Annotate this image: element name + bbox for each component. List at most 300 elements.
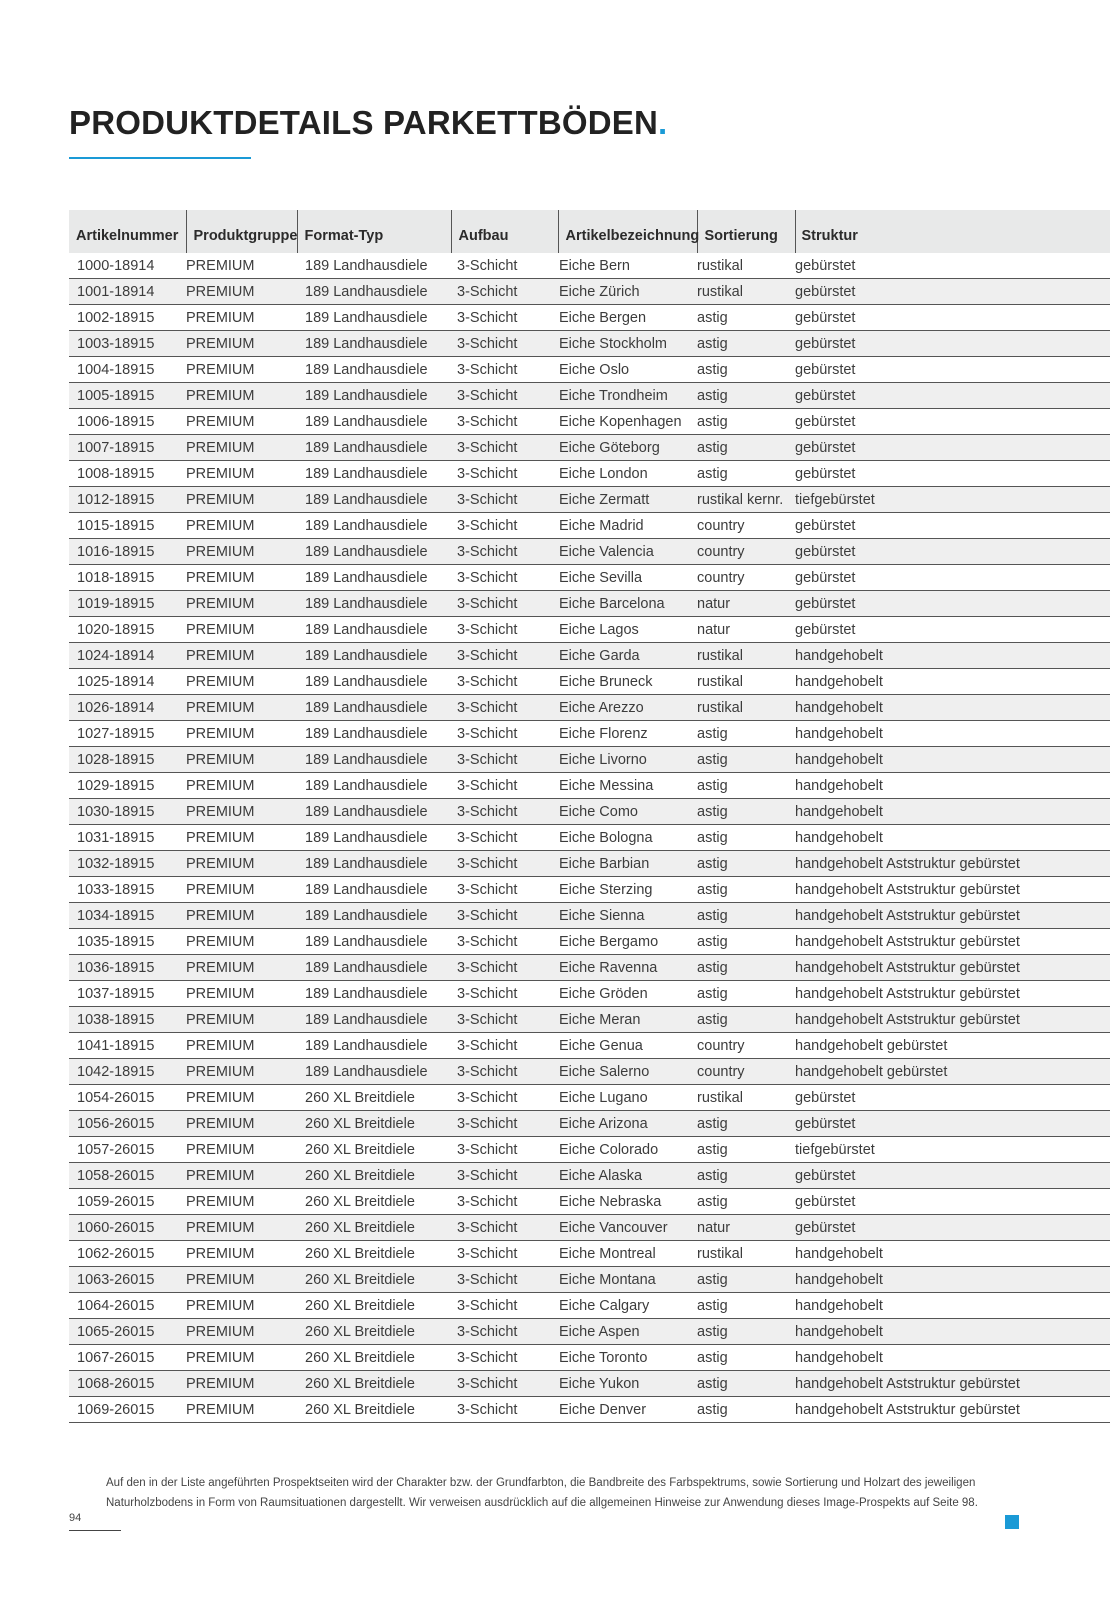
- cell-produktgruppe: PREMIUM: [186, 955, 297, 981]
- cell-sortierung: astig: [697, 981, 795, 1007]
- cell-artikelbezeichnung: Eiche Gröden: [558, 981, 697, 1007]
- table-row: [69, 539, 1110, 565]
- table-row: [69, 1163, 1110, 1189]
- cell-artikelnummer: 1068-26015: [69, 1371, 186, 1397]
- cell-produktgruppe: PREMIUM: [186, 747, 297, 773]
- product-table: [69, 210, 1110, 1423]
- cell-struktur: gebürstet: [795, 565, 1110, 591]
- cell-sortierung: natur: [697, 1215, 795, 1241]
- cell-sortierung: natur: [697, 591, 795, 617]
- cell-sortierung: country: [697, 539, 795, 565]
- table-row: [69, 565, 1110, 591]
- cell-format-typ: 189 Landhausdiele: [297, 643, 451, 669]
- cell-artikelbezeichnung: Eiche Arizona: [558, 1111, 697, 1137]
- cell-sortierung: astig: [697, 929, 795, 955]
- cell-struktur: gebürstet: [795, 435, 1110, 461]
- table-row: [69, 1293, 1110, 1319]
- cell-artikelbezeichnung: Eiche Genua: [558, 1033, 697, 1059]
- cell-struktur: gebürstet: [795, 383, 1110, 409]
- table-body: [69, 253, 1110, 1423]
- cell-artikelbezeichnung: Eiche Zürich: [558, 279, 697, 305]
- cell-sortierung: country: [697, 513, 795, 539]
- table-row: [69, 851, 1110, 877]
- cell-artikelnummer: 1006-18915: [69, 409, 186, 435]
- cell-artikelnummer: 1015-18915: [69, 513, 186, 539]
- cell-produktgruppe: PREMIUM: [186, 1371, 297, 1397]
- cell-artikelbezeichnung: Eiche Barcelona: [558, 591, 697, 617]
- cell-struktur: gebürstet: [795, 1189, 1110, 1215]
- cell-aufbau: 3-Schicht: [451, 773, 558, 799]
- cell-produktgruppe: PREMIUM: [186, 539, 297, 565]
- cell-artikelbezeichnung: Eiche Bologna: [558, 825, 697, 851]
- cell-artikelnummer: 1018-18915: [69, 565, 186, 591]
- cell-format-typ: 189 Landhausdiele: [297, 1033, 451, 1059]
- cell-aufbau: 3-Schicht: [451, 461, 558, 487]
- cell-struktur: handgehobelt: [795, 695, 1110, 721]
- cell-sortierung: astig: [697, 1137, 795, 1163]
- cell-struktur: handgehobelt Aststruktur gebürstet: [795, 1371, 1110, 1397]
- cell-sortierung: astig: [697, 305, 795, 331]
- cell-artikelbezeichnung: Eiche Sevilla: [558, 565, 697, 591]
- table-row: [69, 799, 1110, 825]
- cell-artikelnummer: 1069-26015: [69, 1397, 186, 1423]
- cell-sortierung: astig: [697, 955, 795, 981]
- cell-struktur: handgehobelt gebürstet: [795, 1033, 1110, 1059]
- cell-format-typ: 189 Landhausdiele: [297, 435, 451, 461]
- cell-artikelbezeichnung: Eiche Messina: [558, 773, 697, 799]
- cell-format-typ: 189 Landhausdiele: [297, 669, 451, 695]
- cell-format-typ: 189 Landhausdiele: [297, 253, 451, 279]
- cell-produktgruppe: PREMIUM: [186, 1189, 297, 1215]
- cell-format-typ: 189 Landhausdiele: [297, 877, 451, 903]
- cell-struktur: gebürstet: [795, 1111, 1110, 1137]
- cell-format-typ: 260 XL Breitdiele: [297, 1189, 451, 1215]
- cell-aufbau: 3-Schicht: [451, 799, 558, 825]
- cell-sortierung: rustikal kernr.: [697, 487, 795, 513]
- cell-format-typ: 189 Landhausdiele: [297, 1007, 451, 1033]
- table-row: [69, 1319, 1110, 1345]
- cell-produktgruppe: PREMIUM: [186, 357, 297, 383]
- cell-artikelnummer: 1020-18915: [69, 617, 186, 643]
- cell-artikelnummer: 1001-18914: [69, 279, 186, 305]
- cell-artikelnummer: 1062-26015: [69, 1241, 186, 1267]
- table-row: [69, 1215, 1110, 1241]
- cell-format-typ: 189 Landhausdiele: [297, 487, 451, 513]
- cell-struktur: handgehobelt: [795, 825, 1110, 851]
- cell-artikelnummer: 1029-18915: [69, 773, 186, 799]
- cell-produktgruppe: PREMIUM: [186, 617, 297, 643]
- cell-sortierung: astig: [697, 1371, 795, 1397]
- cell-struktur: handgehobelt: [795, 1267, 1110, 1293]
- cell-aufbau: 3-Schicht: [451, 409, 558, 435]
- cell-aufbau: 3-Schicht: [451, 695, 558, 721]
- cell-sortierung: rustikal: [697, 643, 795, 669]
- cell-sortierung: astig: [697, 1111, 795, 1137]
- cell-struktur: handgehobelt Aststruktur gebürstet: [795, 1397, 1110, 1423]
- cell-produktgruppe: PREMIUM: [186, 877, 297, 903]
- cell-produktgruppe: PREMIUM: [186, 1293, 297, 1319]
- cell-format-typ: 189 Landhausdiele: [297, 461, 451, 487]
- cell-artikelnummer: 1019-18915: [69, 591, 186, 617]
- cell-produktgruppe: PREMIUM: [186, 331, 297, 357]
- cell-sortierung: rustikal: [697, 669, 795, 695]
- cell-aufbau: 3-Schicht: [451, 955, 558, 981]
- cell-aufbau: 3-Schicht: [451, 1033, 558, 1059]
- cell-sortierung: astig: [697, 331, 795, 357]
- cell-sortierung: rustikal: [697, 1085, 795, 1111]
- column-header-sortierung: Sortierung: [697, 210, 795, 253]
- cell-artikelbezeichnung: Eiche London: [558, 461, 697, 487]
- cell-produktgruppe: PREMIUM: [186, 1241, 297, 1267]
- table-row: [69, 955, 1110, 981]
- cell-struktur: tiefgebürstet: [795, 487, 1110, 513]
- table-row: [69, 253, 1110, 279]
- cell-format-typ: 189 Landhausdiele: [297, 357, 451, 383]
- cell-struktur: gebürstet: [795, 409, 1110, 435]
- cell-aufbau: 3-Schicht: [451, 747, 558, 773]
- column-header-artikelbezeichnung: Artikelbezeichnung: [558, 210, 697, 253]
- cell-struktur: handgehobelt: [795, 1293, 1110, 1319]
- cell-struktur: gebürstet: [795, 461, 1110, 487]
- cell-aufbau: 3-Schicht: [451, 981, 558, 1007]
- cell-sortierung: astig: [697, 799, 795, 825]
- cell-artikelbezeichnung: Eiche Montreal: [558, 1241, 697, 1267]
- cell-artikelnummer: 1007-18915: [69, 435, 186, 461]
- table-row: [69, 617, 1110, 643]
- cell-format-typ: 260 XL Breitdiele: [297, 1371, 451, 1397]
- cell-produktgruppe: PREMIUM: [186, 903, 297, 929]
- cell-aufbau: 3-Schicht: [451, 1111, 558, 1137]
- cell-artikelnummer: 1024-18914: [69, 643, 186, 669]
- cell-produktgruppe: PREMIUM: [186, 383, 297, 409]
- cell-format-typ: 189 Landhausdiele: [297, 565, 451, 591]
- cell-format-typ: 189 Landhausdiele: [297, 331, 451, 357]
- cell-artikelbezeichnung: Eiche Ravenna: [558, 955, 697, 981]
- cell-produktgruppe: PREMIUM: [186, 695, 297, 721]
- cell-artikelbezeichnung: Eiche Florenz: [558, 721, 697, 747]
- cell-artikelbezeichnung: Eiche Denver: [558, 1397, 697, 1423]
- cell-produktgruppe: PREMIUM: [186, 851, 297, 877]
- cell-artikelnummer: 1054-26015: [69, 1085, 186, 1111]
- cell-artikelbezeichnung: Eiche Livorno: [558, 747, 697, 773]
- cell-produktgruppe: PREMIUM: [186, 773, 297, 799]
- table-row: [69, 1345, 1110, 1371]
- cell-sortierung: astig: [697, 357, 795, 383]
- cell-sortierung: rustikal: [697, 1241, 795, 1267]
- column-header-format-typ: Format-Typ: [297, 210, 451, 253]
- cell-format-typ: 189 Landhausdiele: [297, 955, 451, 981]
- cell-format-typ: 189 Landhausdiele: [297, 539, 451, 565]
- cell-struktur: handgehobelt Aststruktur gebürstet: [795, 981, 1110, 1007]
- cell-artikelnummer: 1036-18915: [69, 955, 186, 981]
- cell-artikelnummer: 1016-18915: [69, 539, 186, 565]
- cell-struktur: tiefgebürstet: [795, 1137, 1110, 1163]
- cell-struktur: handgehobelt Aststruktur gebürstet: [795, 877, 1110, 903]
- cell-artikelnummer: 1027-18915: [69, 721, 186, 747]
- table-row: [69, 435, 1110, 461]
- cell-aufbau: 3-Schicht: [451, 851, 558, 877]
- cell-sortierung: astig: [697, 877, 795, 903]
- cell-sortierung: country: [697, 1033, 795, 1059]
- cell-aufbau: 3-Schicht: [451, 1007, 558, 1033]
- cell-sortierung: astig: [697, 461, 795, 487]
- cell-struktur: handgehobelt Aststruktur gebürstet: [795, 903, 1110, 929]
- cell-artikelbezeichnung: Eiche Lagos: [558, 617, 697, 643]
- cell-artikelbezeichnung: Eiche Como: [558, 799, 697, 825]
- cell-aufbau: 3-Schicht: [451, 721, 558, 747]
- table-row: [69, 1059, 1110, 1085]
- table-row: [69, 279, 1110, 305]
- cell-artikelnummer: 1057-26015: [69, 1137, 186, 1163]
- table-row: [69, 1189, 1110, 1215]
- table-row: [69, 825, 1110, 851]
- cell-struktur: handgehobelt: [795, 1241, 1110, 1267]
- table-row: [69, 1267, 1110, 1293]
- cell-artikelnummer: 1012-18915: [69, 487, 186, 513]
- cell-produktgruppe: PREMIUM: [186, 721, 297, 747]
- cell-produktgruppe: PREMIUM: [186, 1267, 297, 1293]
- cell-artikelnummer: 1003-18915: [69, 331, 186, 357]
- cell-artikelnummer: 1059-26015: [69, 1189, 186, 1215]
- cell-produktgruppe: PREMIUM: [186, 513, 297, 539]
- cell-artikelnummer: 1004-18915: [69, 357, 186, 383]
- cell-artikelnummer: 1025-18914: [69, 669, 186, 695]
- cell-produktgruppe: PREMIUM: [186, 1059, 297, 1085]
- cell-artikelnummer: 1064-26015: [69, 1293, 186, 1319]
- cell-struktur: handgehobelt Aststruktur gebürstet: [795, 1007, 1110, 1033]
- table-row: [69, 487, 1110, 513]
- table-row: [69, 1085, 1110, 1111]
- cell-sortierung: astig: [697, 721, 795, 747]
- page-title-text: PRODUKTDETAILS PARKETTBÖDEN: [69, 104, 659, 141]
- cell-sortierung: astig: [697, 1345, 795, 1371]
- cell-sortierung: astig: [697, 1319, 795, 1345]
- cell-aufbau: 3-Schicht: [451, 1059, 558, 1085]
- cell-aufbau: 3-Schicht: [451, 825, 558, 851]
- cell-struktur: handgehobelt Aststruktur gebürstet: [795, 955, 1110, 981]
- table-row: [69, 721, 1110, 747]
- cell-aufbau: 3-Schicht: [451, 591, 558, 617]
- cell-artikelbezeichnung: Eiche Colorado: [558, 1137, 697, 1163]
- footnote: [106, 1473, 1026, 1513]
- cell-artikelbezeichnung: Eiche Sienna: [558, 903, 697, 929]
- cell-format-typ: 260 XL Breitdiele: [297, 1397, 451, 1423]
- cell-produktgruppe: PREMIUM: [186, 279, 297, 305]
- cell-produktgruppe: PREMIUM: [186, 305, 297, 331]
- cell-sortierung: country: [697, 1059, 795, 1085]
- cell-format-typ: 189 Landhausdiele: [297, 383, 451, 409]
- cell-produktgruppe: PREMIUM: [186, 1319, 297, 1345]
- cell-produktgruppe: PREMIUM: [186, 461, 297, 487]
- page-number-rule: [69, 1530, 121, 1531]
- cell-aufbau: 3-Schicht: [451, 877, 558, 903]
- cell-struktur: gebürstet: [795, 357, 1110, 383]
- column-header-struktur: Struktur: [795, 210, 1110, 253]
- cell-produktgruppe: PREMIUM: [186, 669, 297, 695]
- cell-aufbau: 3-Schicht: [451, 1345, 558, 1371]
- cell-produktgruppe: PREMIUM: [186, 929, 297, 955]
- cell-format-typ: 189 Landhausdiele: [297, 513, 451, 539]
- cell-sortierung: astig: [697, 903, 795, 929]
- cell-artikelnummer: 1033-18915: [69, 877, 186, 903]
- cell-sortierung: astig: [697, 825, 795, 851]
- cell-format-typ: 189 Landhausdiele: [297, 903, 451, 929]
- cell-aufbau: 3-Schicht: [451, 617, 558, 643]
- cell-artikelbezeichnung: Eiche Salerno: [558, 1059, 697, 1085]
- cell-struktur: handgehobelt: [795, 669, 1110, 695]
- cell-aufbau: 3-Schicht: [451, 565, 558, 591]
- cell-aufbau: 3-Schicht: [451, 1137, 558, 1163]
- cell-struktur: handgehobelt: [795, 1319, 1110, 1345]
- cell-sortierung: astig: [697, 383, 795, 409]
- cell-aufbau: 3-Schicht: [451, 383, 558, 409]
- cell-struktur: handgehobelt: [795, 773, 1110, 799]
- table-row: [69, 1007, 1110, 1033]
- cell-artikelnummer: 1042-18915: [69, 1059, 186, 1085]
- cell-aufbau: 3-Schicht: [451, 357, 558, 383]
- column-header-aufbau: Aufbau: [451, 210, 558, 253]
- cell-sortierung: astig: [697, 1163, 795, 1189]
- table-row: [69, 461, 1110, 487]
- cell-aufbau: 3-Schicht: [451, 1267, 558, 1293]
- cell-artikelbezeichnung: Eiche Meran: [558, 1007, 697, 1033]
- table-row: [69, 1033, 1110, 1059]
- cell-sortierung: astig: [697, 435, 795, 461]
- cell-struktur: gebürstet: [795, 331, 1110, 357]
- cell-artikelnummer: 1063-26015: [69, 1267, 186, 1293]
- table-row: [69, 1397, 1110, 1423]
- table-header-row: [69, 210, 1110, 253]
- cell-struktur: gebürstet: [795, 1163, 1110, 1189]
- cell-artikelbezeichnung: Eiche Stockholm: [558, 331, 697, 357]
- table-row: [69, 669, 1110, 695]
- cell-struktur: gebürstet: [795, 305, 1110, 331]
- cell-struktur: gebürstet: [795, 1215, 1110, 1241]
- cell-produktgruppe: PREMIUM: [186, 1085, 297, 1111]
- cell-sortierung: astig: [697, 409, 795, 435]
- cell-format-typ: 260 XL Breitdiele: [297, 1215, 451, 1241]
- cell-artikelnummer: 1060-26015: [69, 1215, 186, 1241]
- cell-struktur: handgehobelt: [795, 1345, 1110, 1371]
- cell-produktgruppe: PREMIUM: [186, 435, 297, 461]
- cell-artikelnummer: 1005-18915: [69, 383, 186, 409]
- cell-format-typ: 189 Landhausdiele: [297, 929, 451, 955]
- cell-format-typ: 189 Landhausdiele: [297, 773, 451, 799]
- cell-artikelnummer: 1058-26015: [69, 1163, 186, 1189]
- cell-artikelbezeichnung: Eiche Toronto: [558, 1345, 697, 1371]
- cell-aufbau: 3-Schicht: [451, 1163, 558, 1189]
- cell-format-typ: 260 XL Breitdiele: [297, 1293, 451, 1319]
- cell-produktgruppe: PREMIUM: [186, 799, 297, 825]
- cell-sortierung: rustikal: [697, 695, 795, 721]
- cell-format-typ: 189 Landhausdiele: [297, 279, 451, 305]
- cell-artikelbezeichnung: Eiche Bergamo: [558, 929, 697, 955]
- table-row: [69, 643, 1110, 669]
- cell-artikelbezeichnung: Eiche Arezzo: [558, 695, 697, 721]
- cell-struktur: gebürstet: [795, 513, 1110, 539]
- cell-artikelbezeichnung: Eiche Nebraska: [558, 1189, 697, 1215]
- table-row: [69, 1111, 1110, 1137]
- cell-format-typ: 189 Landhausdiele: [297, 617, 451, 643]
- cell-artikelnummer: 1041-18915: [69, 1033, 186, 1059]
- cell-aufbau: 3-Schicht: [451, 1319, 558, 1345]
- cell-produktgruppe: PREMIUM: [186, 591, 297, 617]
- cell-sortierung: astig: [697, 1397, 795, 1423]
- table-row: [69, 591, 1110, 617]
- cell-artikelbezeichnung: Eiche Sterzing: [558, 877, 697, 903]
- cell-produktgruppe: PREMIUM: [186, 1033, 297, 1059]
- column-header-artikelnummer: Artikelnummer: [69, 210, 186, 253]
- cell-artikelbezeichnung: Eiche Aspen: [558, 1319, 697, 1345]
- cell-format-typ: 189 Landhausdiele: [297, 721, 451, 747]
- footnote-line: Auf den in der Liste angeführten Prospektseiten wird der Charakter bzw. der Grundfarbton, die Bandbreite des Farbspektrums, sowie Sortierung und Holzart des jeweiligen: [106, 1477, 976, 1489]
- brand-square-marker: [1005, 1515, 1019, 1529]
- cell-produktgruppe: PREMIUM: [186, 409, 297, 435]
- cell-struktur: handgehobelt Aststruktur gebürstet: [795, 851, 1110, 877]
- title-accent-dot: .: [658, 104, 668, 141]
- cell-struktur: gebürstet: [795, 539, 1110, 565]
- cell-format-typ: 189 Landhausdiele: [297, 981, 451, 1007]
- column-header-produktgruppe: Produktgruppe: [186, 210, 297, 253]
- cell-sortierung: astig: [697, 773, 795, 799]
- cell-format-typ: 260 XL Breitdiele: [297, 1241, 451, 1267]
- cell-artikelbezeichnung: Eiche Oslo: [558, 357, 697, 383]
- cell-artikelbezeichnung: Eiche Göteborg: [558, 435, 697, 461]
- cell-artikelbezeichnung: Eiche Madrid: [558, 513, 697, 539]
- cell-aufbau: 3-Schicht: [451, 903, 558, 929]
- table-row: [69, 1371, 1110, 1397]
- cell-format-typ: 189 Landhausdiele: [297, 409, 451, 435]
- cell-aufbau: 3-Schicht: [451, 539, 558, 565]
- cell-aufbau: 3-Schicht: [451, 279, 558, 305]
- cell-struktur: gebürstet: [795, 1085, 1110, 1111]
- cell-aufbau: 3-Schicht: [451, 643, 558, 669]
- cell-artikelbezeichnung: Eiche Yukon: [558, 1371, 697, 1397]
- cell-artikelnummer: 1031-18915: [69, 825, 186, 851]
- cell-format-typ: 260 XL Breitdiele: [297, 1163, 451, 1189]
- cell-produktgruppe: PREMIUM: [186, 643, 297, 669]
- cell-sortierung: astig: [697, 1267, 795, 1293]
- cell-sortierung: country: [697, 565, 795, 591]
- title-underline: [69, 157, 251, 159]
- footnote-line: Naturholzbodens in Form von Raumsituationen dargestellt. Wir verweisen ausdrücklich auf die allgemeinen Hinweise zur Anwendung dieses Image-Prospekts auf Seite 98.: [106, 1497, 978, 1509]
- cell-artikelnummer: 1000-18914: [69, 253, 186, 279]
- cell-produktgruppe: PREMIUM: [186, 565, 297, 591]
- table-row: [69, 981, 1110, 1007]
- cell-artikelnummer: 1026-18914: [69, 695, 186, 721]
- cell-aufbau: 3-Schicht: [451, 669, 558, 695]
- cell-aufbau: 3-Schicht: [451, 513, 558, 539]
- cell-artikelbezeichnung: Eiche Calgary: [558, 1293, 697, 1319]
- cell-format-typ: 189 Landhausdiele: [297, 1059, 451, 1085]
- cell-format-typ: 189 Landhausdiele: [297, 799, 451, 825]
- table-row: [69, 357, 1110, 383]
- cell-aufbau: 3-Schicht: [451, 331, 558, 357]
- cell-aufbau: 3-Schicht: [451, 435, 558, 461]
- page-title: [69, 104, 667, 142]
- cell-artikelbezeichnung: Eiche Vancouver: [558, 1215, 697, 1241]
- cell-format-typ: 189 Landhausdiele: [297, 305, 451, 331]
- cell-artikelnummer: 1032-18915: [69, 851, 186, 877]
- cell-aufbau: 3-Schicht: [451, 1397, 558, 1423]
- cell-produktgruppe: PREMIUM: [186, 253, 297, 279]
- cell-artikelbezeichnung: Eiche Bergen: [558, 305, 697, 331]
- cell-format-typ: 189 Landhausdiele: [297, 825, 451, 851]
- table-row: [69, 331, 1110, 357]
- cell-struktur: handgehobelt: [795, 747, 1110, 773]
- table-row: [69, 877, 1110, 903]
- cell-aufbau: 3-Schicht: [451, 1085, 558, 1111]
